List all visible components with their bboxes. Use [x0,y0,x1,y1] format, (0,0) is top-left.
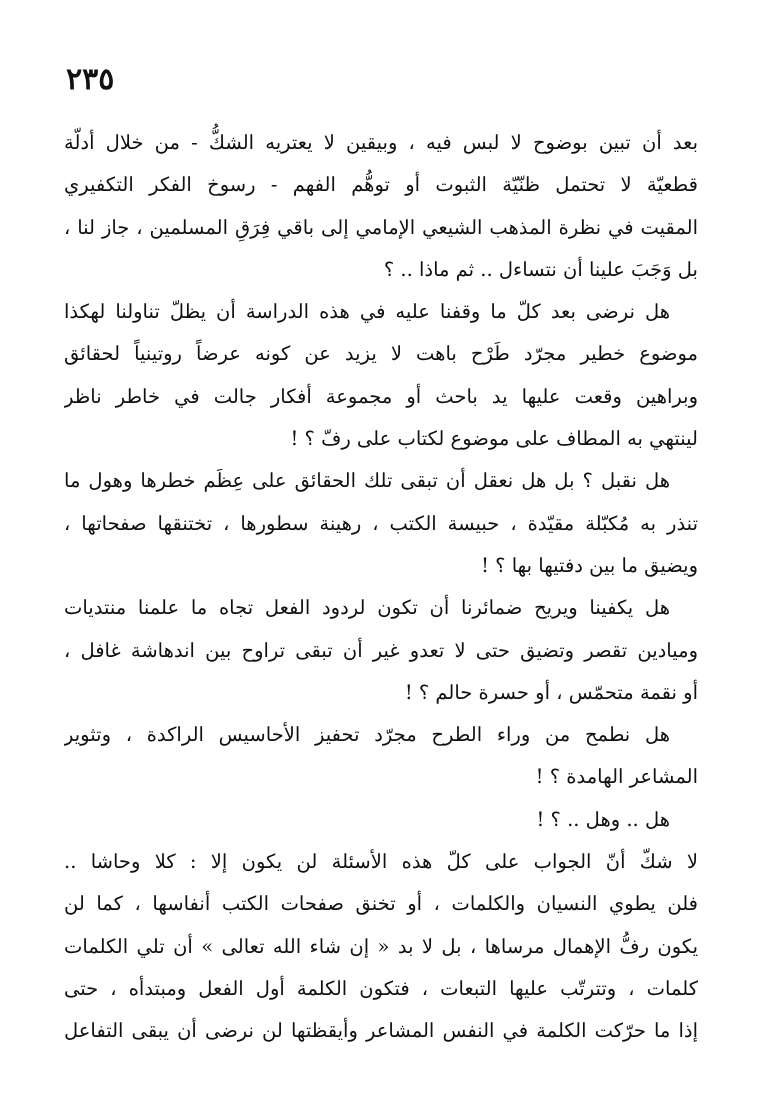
text-line: بل وَجَبَ علينا أن نتساءل .. ثم ماذا .. ؟ [383,257,698,281]
text-line: هل نقبل ؟ بل هل نعقل أن تبقى تلك الحقائق على عِظَم خطرها وهول ما [64,469,670,493]
text-line: قطعيّة لا تحتمل ظنّيّة الثبوت أو توهُّم الفهم - رسوخ الفكر التكفيري [64,173,698,197]
text-line: وبراهين وقعت عليها يد باحث أو مجموعة أفكار جالت في خاطر ناظر [64,384,698,408]
text-line: هل نطمح من وراء الطرح مجرّد تحفيز الأحاسيس الراكدة ، وتثوير [64,723,670,747]
text-line: لينتهي به المطاف على موضوع لكتاب على رفّ ؟ ! [290,427,698,451]
page-number: ٢٣٥ [66,62,115,97]
text-line: تنذر به مُكبّلة مقيّدة ، حبيسة الكتب ، رهينة سطورها ، تختنقها صفحاتها ، [64,511,698,535]
text-line: لا شكّ أنّ الجواب على كلّ هذه الأسئلة لن يكون إلا : كلا وحاشا .. [64,850,698,874]
text-line: وميادين تقصر وتضيق حتى لا تعدو غير أن تبقى تراوح بين اندهاشة غافل ، [64,638,698,662]
text-line: المقيت في نظرة المذهب الشيعي الإمامي إلى باقي فِرَقِ المسلمين ، جاز لنا ، [64,215,698,239]
text-line: فلن يطوي النسيان والكلمات ، أو تخنق صفحات الكتب أنفاسها ، كما لن [64,892,698,916]
text-line: ويضيق ما بين دفتيها بها ؟ ! [481,553,698,577]
text-line: بعد أن تبين بوضوح لا لبس فيه ، وبيقين لا يعتريه الشكُّ - من خلال أدلّة [64,131,698,154]
text-line: أو نقمة متحمّس ، أو حسرة حالم ؟ ! [404,680,698,704]
text-line: هل يكفينا ويريح ضمائرنا أن تكون لردود الفعل تجاه ما علمنا منتديات [64,596,670,620]
text-line: موضوع خطير مجرّد طَرْح باهت لا يزيد عن كونه عرضاً روتينياً لحقائق [64,342,698,366]
body-text [64,122,698,1053]
text-line: المشاعر الهامدة ؟ ! [535,765,698,789]
text-line: إذا ما حرّكت الكلمة في النفس المشاعر وأيقظتها لن نرضى أن يبقى التفاعل [64,1019,698,1043]
text-line: هل نرضى بعد كلّ ما وقفنا عليه في هذه الدراسة أن يظلّ تناولنا لهكذا [64,300,670,324]
text-line: يكون رفُّ الإهمال مرساها ، بل لا بد « إن شاء الله تعالى » أن تلي الكلمات [64,934,698,958]
text-line: كلمات ، وتترتّب عليها التبعات ، فتكون الكلمة أول الفعل ومبتدأه ، حتى [64,976,698,1000]
text-line: هل .. وهل .. ؟ ! [536,807,670,831]
